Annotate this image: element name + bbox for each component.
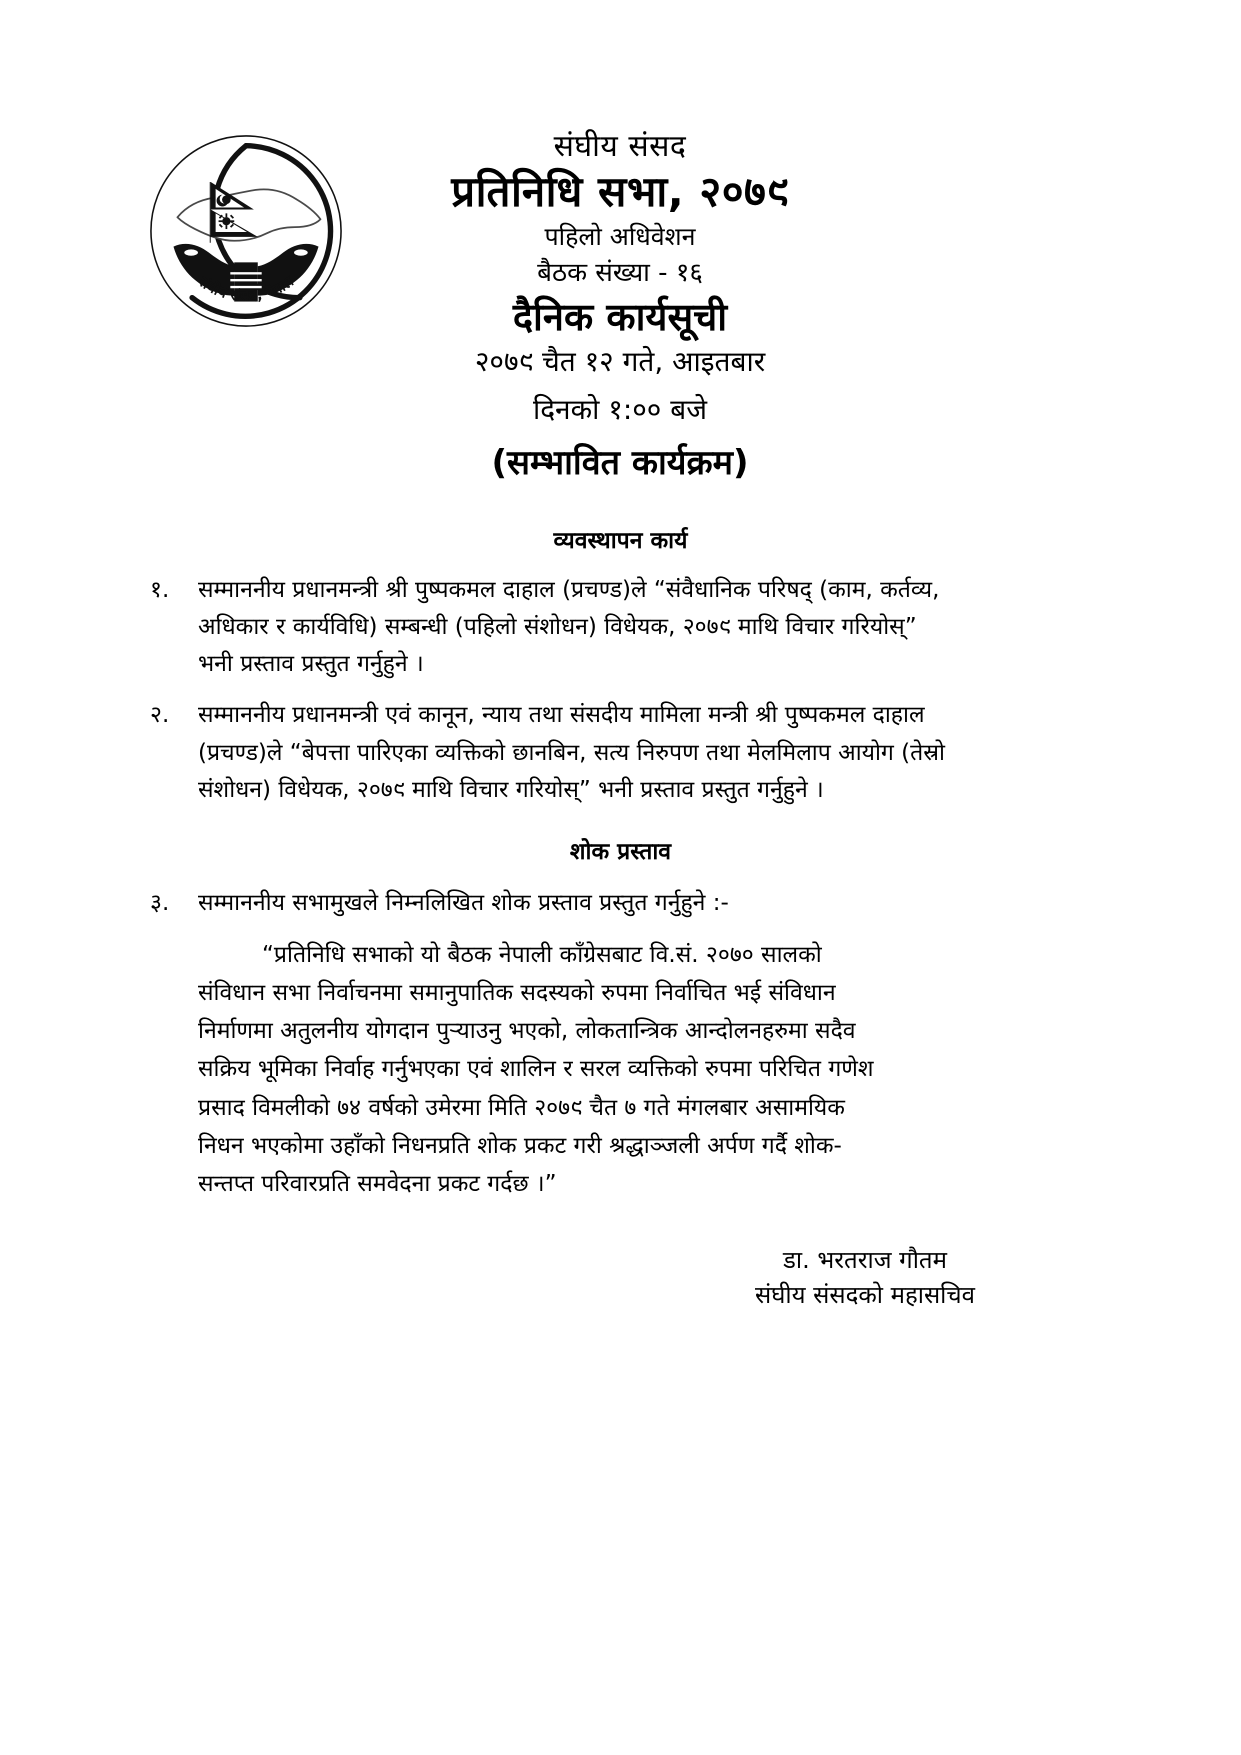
- house-title: प्रतिनिधि सभा, २०७९: [451, 167, 789, 216]
- meeting-date: २०७९ चैत १२ गते, आइतबार: [474, 345, 766, 378]
- meeting-number: बैठक संख्या - १६: [537, 258, 703, 288]
- item-number: २.: [150, 702, 170, 729]
- tentative-program-label: (सम्भावित कार्यक्रम): [491, 443, 749, 483]
- signature-block: [640, 1243, 1090, 1313]
- section-heading-condolence: शोक प्रस्ताव: [569, 839, 672, 866]
- signatory-name: डा. भरतराज गौतम: [783, 1246, 947, 1274]
- item-line: भनी प्रस्ताव प्रस्तुत गर्नुहुने ।: [198, 651, 424, 678]
- item-line: सम्माननीय प्रधानमन्त्री एवं कानून, न्याय तथा संसदीय मामिला मन्त्री श्री पुष्पकमल दाहाल: [198, 702, 925, 729]
- quote-line: सन्तप्त परिवारप्रति समवेदना प्रकट गर्दछ ।”: [198, 1170, 557, 1197]
- quote-line: निधन भएकोमा उहाँको निधनप्रति शोक प्रकट गरी श्रद्धाञ्जली अर्पण गर्दै शोक-: [198, 1132, 842, 1159]
- item-text: [198, 885, 1093, 922]
- svg-text:संघीय संसद, नेपाल: संघीय संसद, नेपाल: [195, 273, 297, 305]
- agenda-item: [148, 572, 1093, 684]
- agenda-body: [148, 528, 1093, 1203]
- item-text: [198, 572, 1093, 684]
- item-line: संशोधन) विधेयक, २०७९ माथि विचार गरियोस्” भनी प्रस्ताव प्रस्तुत गर्नुहुने ।: [198, 776, 824, 803]
- parliament-emblem-icon: [148, 133, 344, 329]
- agenda-item: [148, 697, 1093, 809]
- quote-line: निर्माणमा अतुलनीय योगदान पुर्‍याउनु भएको, लोकतान्त्रिक आन्दोलनहरुमा सदैव: [198, 1018, 856, 1045]
- meeting-time: दिनको १:०० बजे: [532, 393, 708, 426]
- quote-line: सक्रिय भूमिका निर्वाह गर्नुभएका एवं शालिन र सरल व्यक्तिको रुपमा परिचित गणेश: [198, 1056, 874, 1083]
- item-line: (प्रचण्ड)ले “बेपत्ता पारिएका व्यक्तिको छानबिन, सत्य निरुपण तथा मेलमिलाप आयोग (तेस्रो: [198, 739, 945, 766]
- quote-line: प्रसाद विमलीको ७४ वर्षको उमेरमा मिति २०७९ चैत ७ गते मंगलबार असामयिक: [198, 1094, 845, 1121]
- section-heading-legislative: व्यवस्थापन कार्य: [553, 528, 688, 554]
- item-text: [198, 697, 1093, 809]
- item-number: १.: [150, 576, 170, 603]
- item-line: सम्माननीय सभामुखले निम्नलिखित शोक प्रस्ताव प्रस्तुत गर्नुहुने :-: [198, 889, 729, 916]
- item-number: ३.: [150, 889, 170, 916]
- organization-name: संघीय संसद: [553, 129, 687, 164]
- session-label: पहिलो अधिवेशन: [544, 222, 696, 251]
- agenda-item: [148, 885, 1093, 922]
- signatory-designation: संघीय संसदको महासचिव: [755, 1280, 975, 1309]
- item-line: सम्माननीय प्रधानमन्त्री श्री पुष्पकमल दाहाल (प्रचण्ड)ले “संवैधानिक परिषद् (काम, कर्तव्य,: [198, 576, 940, 603]
- page-title: दैनिक कार्यसूची: [512, 295, 728, 339]
- quote-line: “प्रतिनिधि सभाको यो बैठक नेपाली काँग्रेसबाट वि.सं. २०७० सालको: [262, 941, 822, 968]
- condolence-quote: [198, 936, 1093, 1203]
- item-line: अधिकार र कार्यविधि) सम्बन्धी (पहिलो संशोधन) विधेयक, २०७९ माथि विचार गरियोस्”: [198, 613, 917, 640]
- document-header: [330, 129, 910, 483]
- quote-line: संविधान सभा निर्वाचनमा समानुपातिक सदस्यको रुपमा निर्वाचित भई संविधान: [198, 980, 836, 1007]
